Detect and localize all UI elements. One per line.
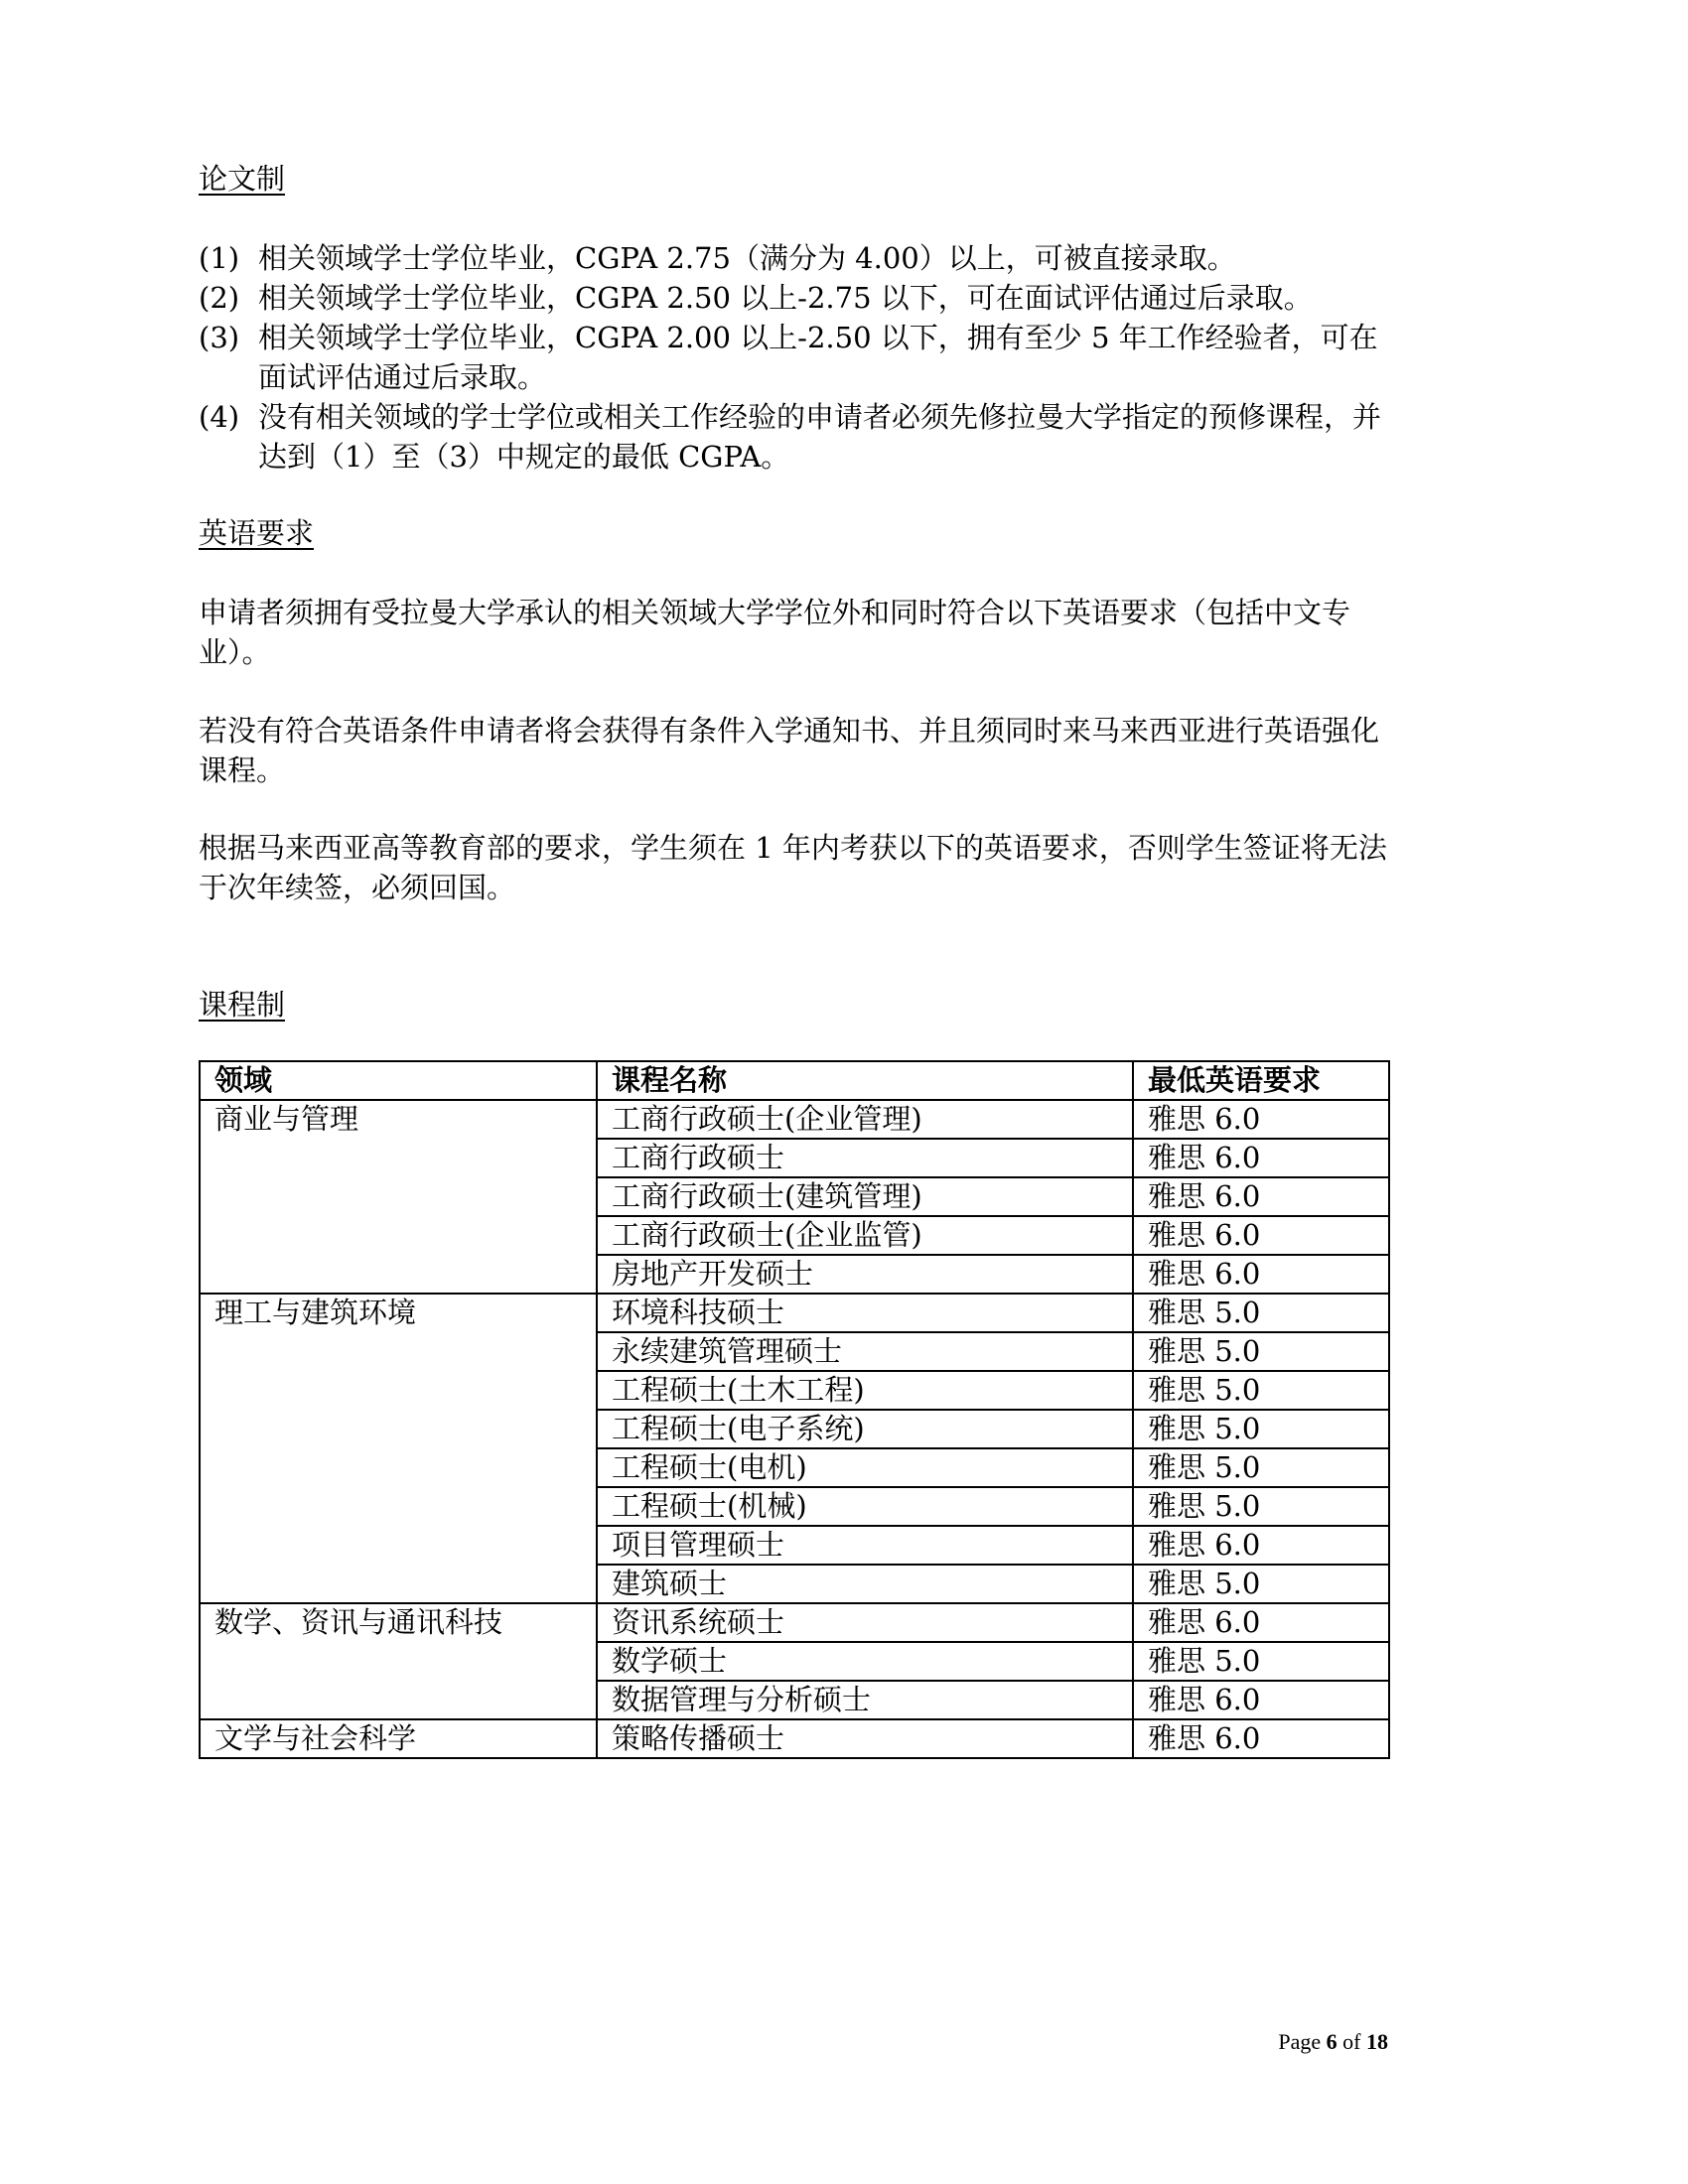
course-cell: 工商行政硕士(企业监管)	[597, 1216, 1133, 1255]
course-requirements-table	[199, 1060, 1390, 1759]
current-page: 6	[1326, 2029, 1337, 2054]
requirement-cell: 雅思 5.0	[1133, 1448, 1389, 1487]
thesis-requirements-list	[199, 238, 1390, 477]
english-requirements-heading: 英语要求	[199, 516, 315, 550]
course-cell: 项目管理硕士	[597, 1526, 1133, 1565]
requirement-cell: 雅思 5.0	[1133, 1565, 1389, 1603]
english-paragraph-1: 申请者须拥有受拉曼大学承认的相关领域大学学位外和同时符合以下英语要求（包括中文专业）。	[199, 596, 1351, 669]
requirement-cell: 雅思 5.0	[1133, 1410, 1389, 1448]
requirement-cell: 雅思 6.0	[1133, 1177, 1389, 1216]
field-cell: 理工与建筑环境	[200, 1294, 597, 1603]
course-cell: 房地产开发硕士	[597, 1255, 1133, 1294]
requirement-cell: 雅思 6.0	[1133, 1603, 1389, 1642]
table-row	[200, 1100, 1389, 1139]
table-row	[200, 1719, 1389, 1758]
course-cell: 工程硕士(电子系统)	[597, 1410, 1133, 1448]
requirement-cell: 雅思 5.0	[1133, 1371, 1389, 1410]
course-cell: 环境科技硕士	[597, 1294, 1133, 1332]
course-cell: 工商行政硕士(企业管理)	[597, 1100, 1133, 1139]
requirement-cell: 雅思 5.0	[1133, 1332, 1389, 1371]
requirement-cell: 雅思 6.0	[1133, 1100, 1389, 1139]
requirement-cell: 雅思 6.0	[1133, 1719, 1389, 1758]
field-cell: 文学与社会科学	[200, 1719, 597, 1758]
course-cell: 工程硕士(机械)	[597, 1487, 1133, 1526]
course-cell: 工商行政硕士(建筑管理)	[597, 1177, 1133, 1216]
requirement-cell: 雅思 6.0	[1133, 1216, 1389, 1255]
requirement-cell: 雅思 6.0	[1133, 1139, 1389, 1177]
requirement-cell: 雅思 5.0	[1133, 1642, 1389, 1681]
header-course-name: 课程名称	[597, 1061, 1133, 1100]
course-cell: 永续建筑管理硕士	[597, 1332, 1133, 1371]
english-paragraph-3: 根据马来西亚高等教育部的要求，学生须在 1 年内考获以下的英语要求，否则学生签证将无法于次年续签，必须回国。	[199, 831, 1387, 904]
page-number-footer: Page 6 of 18	[1278, 2029, 1388, 2054]
course-cell: 资讯系统硕士	[597, 1603, 1133, 1642]
list-item: (2) 相关领域学士学位毕业，CGPA 2.50 以上-2.75 以下，可在面试评估通过后录取。	[199, 281, 1313, 315]
course-cell: 工程硕士(电机)	[597, 1448, 1133, 1487]
english-paragraph-2: 若没有符合英语条件申请者将会获得有条件入学通知书、并且须同时来马来西亚进行英语强化课程。	[199, 714, 1380, 787]
requirement-cell: 雅思 5.0	[1133, 1294, 1389, 1332]
coursework-heading: 课程制	[199, 988, 286, 1022]
list-item: (3) 相关领域学士学位毕业，CGPA 2.00 以上-2.50 以下，拥有至少 5 年工作经验者，可在面试评估通过后录取。	[199, 321, 1378, 394]
course-cell: 数学硕士	[597, 1642, 1133, 1681]
course-cell: 数据管理与分析硕士	[597, 1681, 1133, 1719]
course-cell: 策略传播硕士	[597, 1719, 1133, 1758]
table-header-row	[200, 1061, 1389, 1100]
field-cell: 数学、资讯与通讯科技	[200, 1603, 597, 1719]
course-cell: 建筑硕士	[597, 1565, 1133, 1603]
thesis-heading: 论文制	[199, 162, 286, 196]
requirement-cell: 雅思 6.0	[1133, 1526, 1389, 1565]
requirement-cell: 雅思 6.0	[1133, 1681, 1389, 1719]
header-field: 领域	[200, 1061, 597, 1100]
field-cell: 商业与管理	[200, 1100, 597, 1294]
table-row	[200, 1603, 1389, 1642]
header-min-english: 最低英语要求	[1133, 1061, 1389, 1100]
list-item: (4) 没有相关领域的学士学位或相关工作经验的申请者必须先修拉曼大学指定的预修课程，并达到（1）至（3）中规定的最低 CGPA。	[199, 400, 1382, 474]
course-cell: 工程硕士(土木工程)	[597, 1371, 1133, 1410]
table-row	[200, 1294, 1389, 1332]
list-item: (1) 相关领域学士学位毕业，CGPA 2.75（满分为 4.00）以上，可被直接录取。	[199, 241, 1236, 275]
requirement-cell: 雅思 5.0	[1133, 1487, 1389, 1526]
requirement-cell: 雅思 6.0	[1133, 1255, 1389, 1294]
course-cell: 工商行政硕士	[597, 1139, 1133, 1177]
total-pages: 18	[1366, 2029, 1388, 2054]
